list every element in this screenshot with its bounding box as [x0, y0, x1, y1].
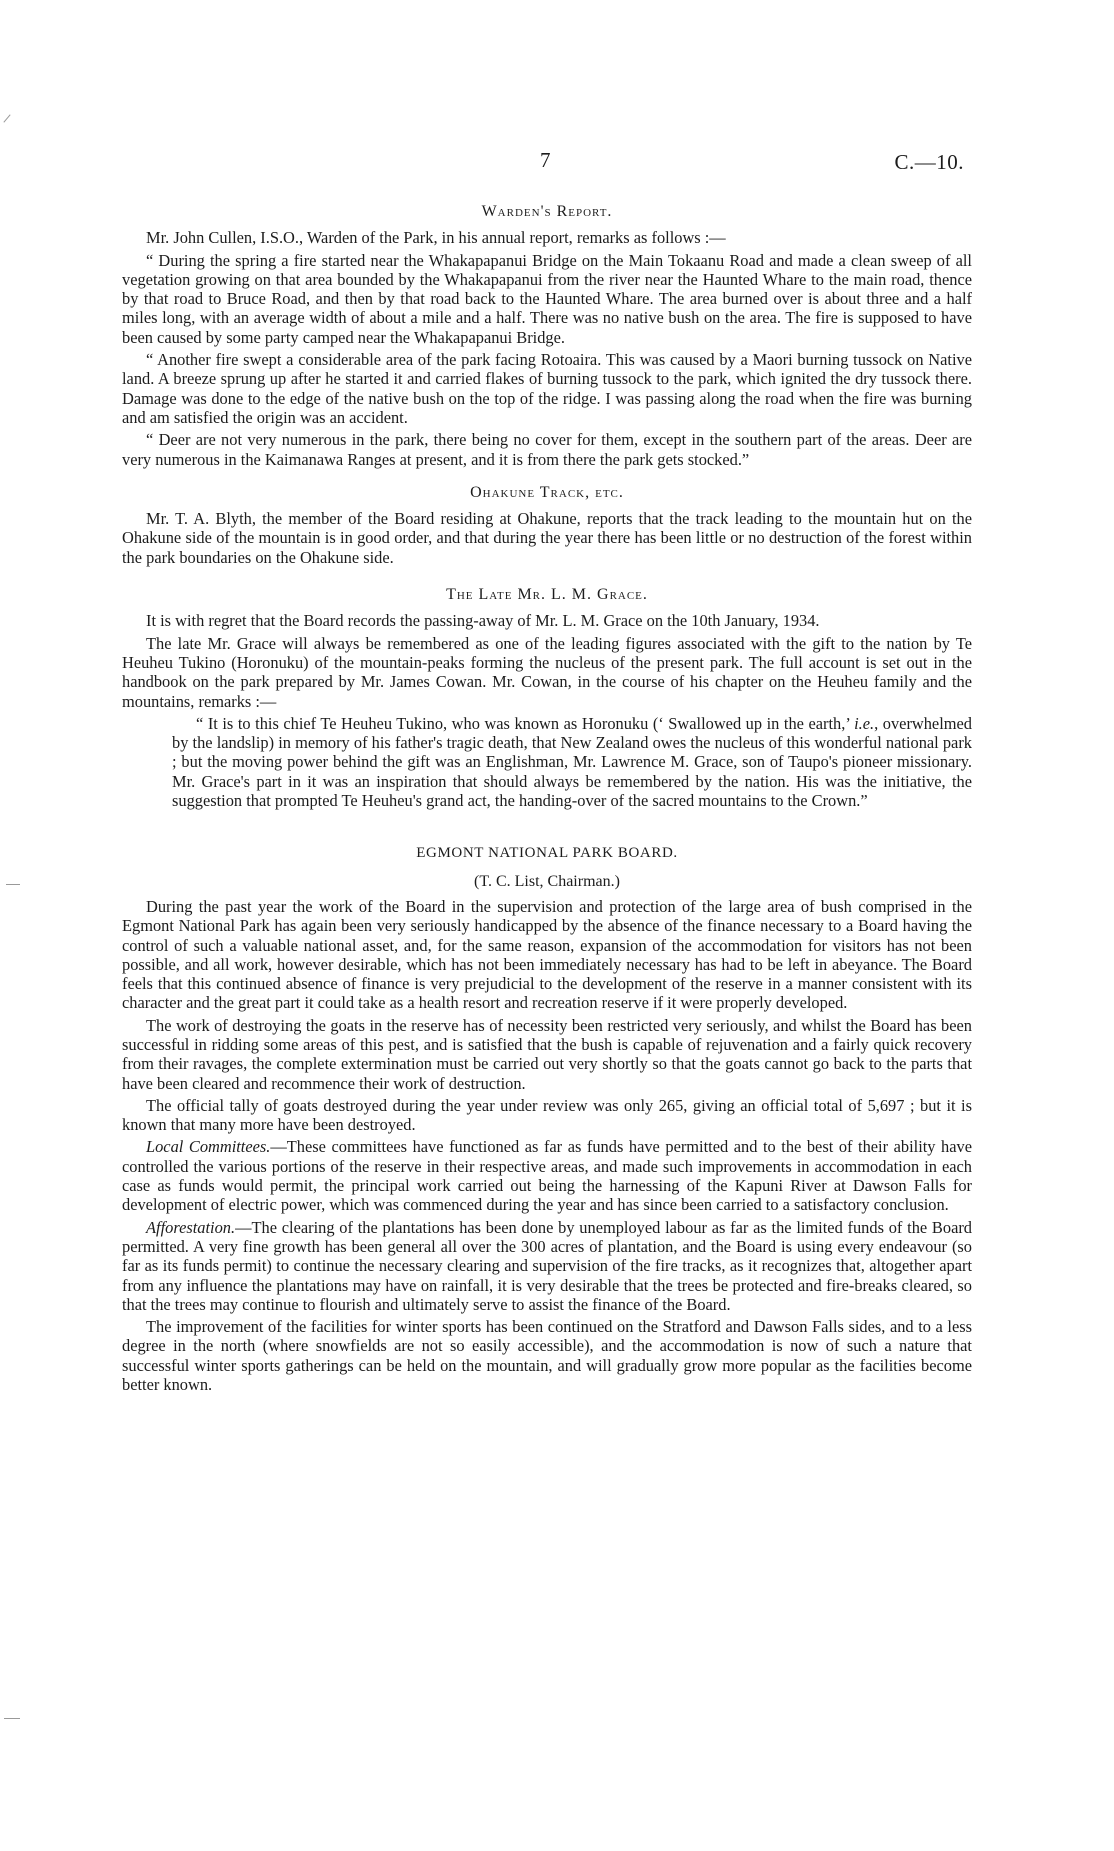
quote-text: “ It is to this chief Te Heuheu Tukino, who was known as Horonuku (‘ Swallowed up in the earth,’: [196, 713, 855, 733]
section-heading-late-grace: The Late Mr. L. M. Grace.: [446, 586, 648, 604]
scan-margin-mark: [4, 1718, 20, 1719]
paragraph-lead: Afforestation.: [146, 1217, 236, 1237]
quote-abbrev: i.e.: [854, 713, 875, 733]
paragraph: “ Deer are not very numerous in the park, there being no cover for them, except in the southern part of the areas. Deer are very numerous in the Kaimanawa Ranges at present, and it is from there the park gets stocked.”: [122, 430, 972, 469]
paragraph: The official tally of goats destroyed during the year under review was only 265, giving an official total of 5,697 ; but it is known that many more have been destroyed.: [122, 1095, 972, 1135]
paragraph: The improvement of the facilities for winter sports has been continued on the Stratford and Dawson Falls sides, and to a less degree in the north (where snowfields are not so easily accessible), and the accommodation is now of such a nature that successful winter sports gatherings can be held on the mountain, and will gradually grow more popular as the facilities become better known.: [122, 1317, 972, 1395]
section-heading-egmont: EGMONT NATIONAL PARK BOARD.: [416, 845, 678, 862]
paragraph: “ Another fire swept a considerable area of the park facing Rotoaira. This was caused by a Maori burning tussock on Native land. A breeze sprung up after he started it and carried flakes of burning tussock to the park, which ignited the dry tussock there. Damage was done to the edge of the native bush on the top of the ridge. I was passing along the road when the fire was burning and am satisfied the origin was an accident.: [122, 350, 972, 427]
paragraph: Mr. John Cullen, I.S.O., Warden of the Park, in his annual report, remarks as follows :—: [146, 228, 726, 248]
section-heading-ohakune-track: Ohakune Track, etc.: [470, 483, 624, 501]
block-quote: [172, 714, 972, 810]
section-heading-wardens-report: Warden's Report.: [481, 203, 613, 220]
paragraph: Mr. T. A. Blyth, the member of the Board residing at Ohakune, reports that the track leading to the mountain hut on the Ohakune side of the mountain is in good order, and that during the year there has been little or no destruction of the forest within the park boundaries on the Ohakune side.: [122, 509, 972, 567]
paragraph: The late Mr. Grace will always be remembered as one of the leading figures associated with the gift to the nation by Te Heuheu Tukino (Horonuku) of the mountain-peaks forming the nucleus of the present park. The full account is set out in the handbook on the park prepared by Mr. James Cowan. Mr. Cowan, in the course of his chapter on the Heuheu family and the mountains, remarks :—: [122, 633, 972, 711]
paragraph-text: —These committees have functioned as far as funds have permitted and to the best of their ability have controlled the various portions of the reserve in their respective areas, and made such improvements in accommodation in each case as funds would permit, the principal work carried out being the harnessing of the Kapuni River at Dawson Falls for development of electric power, which was commenced during the year and has since been carried to a satisfactory conclusion.: [122, 1137, 972, 1215]
paragraph-text: —The clearing of the plantations has been done by unemployed labour as far as the limited funds of the Board permitted. A very fine growth has been general all over the 300 acres of plantation, and the Board is using every endeavour (so far as its funds permit) to continue the necessary clearing and supervision of the fire tracks, as it recognizes that, altogether apart from any influence the plantations may have on rainfall, it is very desirable that the trees be protected and fire-breaks cleared, so that the trees may continue to flourish and ultimately serve to assist the finance of the Board.: [122, 1217, 972, 1314]
paragraph: It is with regret that the Board records the passing-away of Mr. L. M. Grace on the 10th January, 1934.: [146, 611, 820, 631]
page-body: [122, 193, 972, 1397]
document-reference: C.—10.: [894, 150, 964, 174]
quote-text: , overwhelmed by the landslip) in memory of his father's tragic death, that New Zealand owes the nucleus of this wonderful national park ; but the moving power behind the gift was an Englishman, Mr. Lawrence M. Grace, son of Taupo's pioneer missionary. Mr. Grace's part in it was an inspiration that should always be remembered by the nation. His was the initiative, the suggestion that prompted Te Heuheu's grand act, the handing-over of the sacred mountains to the Crown.”: [172, 713, 972, 811]
chairman-line: (T. C. List, Chairman.): [474, 872, 620, 890]
scan-margin-mark: [3, 114, 10, 122]
paragraph: The work of destroying the goats in the reserve has of necessity been restricted very seriously, and whilst the Board has been successful in ridding some areas of this pest, and is satisfied that the bush is capable of rejuvenation and a fairly quick recovery from their ravages, the complete extermination must be carried out very shortly so that the goats cannot go back to the parts that have been cleared and recommence their work of destruction.: [122, 1015, 972, 1093]
scan-margin-mark: [6, 884, 20, 885]
paragraph-local-committees: [122, 1137, 972, 1214]
page-number: 7: [540, 148, 551, 172]
paragraph-afforestation: [122, 1218, 972, 1314]
paragraph: During the past year the work of the Board in the supervision and protection of the large area of bush comprised in the Egmont National Park has again been very seriously handicapped by the absence of the finance necessary to a Board having the control of such a valuable national asset, and, for the same reason, expansion of the accommodation for visitors has not been possible, and all work, however desirable, which has not been immediately necessary has had to be left in abeyance. The Board feels that this continued absence of finance is very prejudicial to the development of the reserve in a manner consistent with its character and the great part it could take as a health resort and recreation reserve if it were properly developed.: [122, 896, 972, 1013]
paragraph: “ During the spring a fire started near the Whakapapanui Bridge on the Main Tokaanu Road and made a clean sweep of all vegetation growing on that area bounded by the Whakapapanui from the river near the Haunted Whare to the main road, thence by that road to Bruce Road, and then by that road back to the Haunted Whare. The area burned over is about three and a half miles long, with an average width of about a mile and a half. There was no native bush on the area. The fire is supposed to have been caused by some party camped near the Whakapapanui Bridge.: [122, 250, 972, 347]
paragraph-lead: Local Committees.: [146, 1137, 271, 1157]
